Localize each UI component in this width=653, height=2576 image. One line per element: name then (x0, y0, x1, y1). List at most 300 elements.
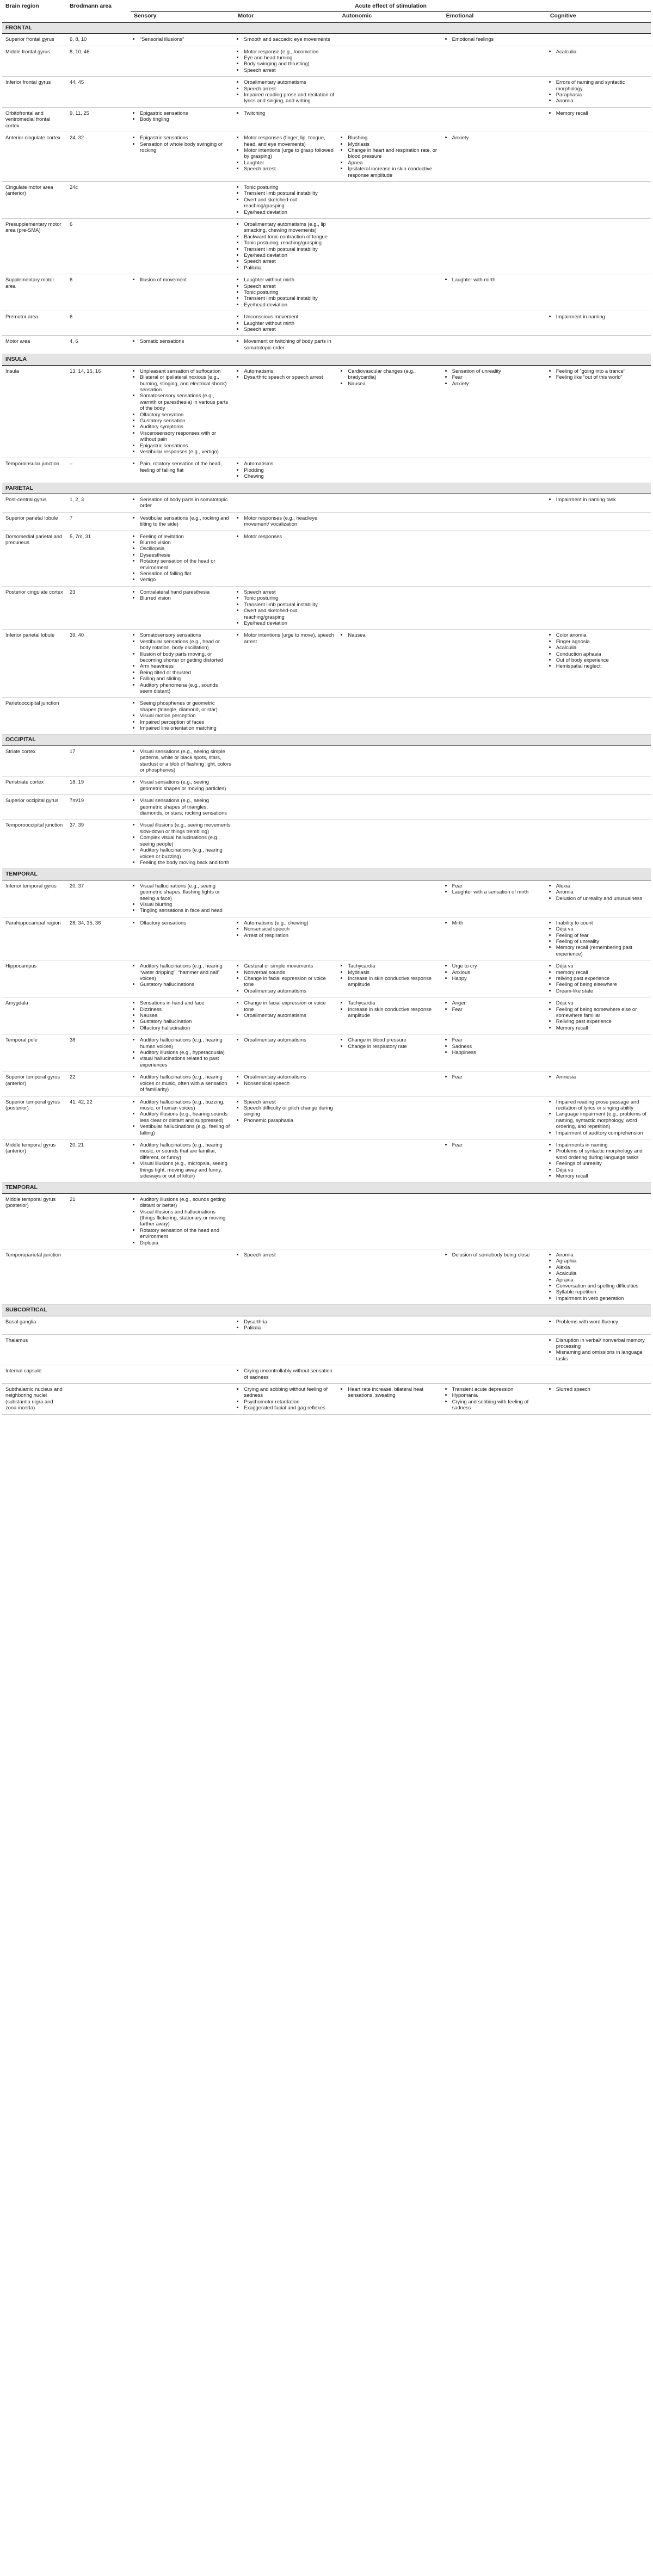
table-row (2, 586, 651, 629)
effect-item: • Diplopia (140, 1240, 231, 1246)
emotional-cell (443, 777, 547, 795)
cognitive-cell (547, 274, 651, 311)
brodmann-area-cell: 23 (66, 586, 131, 629)
effect-item: • Memory recall (556, 1025, 648, 1031)
sensory-effects-list (134, 1142, 231, 1179)
motor-cell (235, 311, 338, 336)
effect-item: • Palilalia (244, 264, 335, 270)
table-row (2, 997, 651, 1034)
effect-item: • Body tingling (140, 116, 231, 122)
effect-item: • Mydriasis (348, 969, 439, 975)
brain-region-cell: Parietooccipital junction (2, 698, 66, 735)
emotional-cell (443, 586, 547, 629)
sensory-effects-list (134, 632, 231, 694)
effect-item: • Impairments in naming (556, 1142, 648, 1148)
sensory-cell (131, 77, 235, 108)
autonomic-cell (338, 181, 442, 218)
table-row (2, 218, 651, 274)
brodmann-area-cell: 24, 32 (66, 132, 131, 182)
effect-item: • Bilateral or ipsilateral noxious (e.g., burning, stinging, and electrical shock) sensation (140, 374, 231, 392)
cognitive-cell (547, 1383, 651, 1414)
autonomic-cell (338, 1316, 442, 1334)
effect-item: • Auditory illusions (e.g., sounds getting distant or better) (140, 1196, 231, 1209)
cognitive-effects-list (550, 1000, 648, 1031)
motor-effects-list (238, 221, 335, 270)
effect-item: • Transient limb postural instability (244, 190, 335, 196)
effect-item: • Fear (452, 1074, 544, 1080)
cognitive-effects-list (550, 883, 648, 901)
effect-item: • Smooth and saccadic eye movements (244, 36, 335, 42)
table-row (2, 458, 651, 483)
effect-item: • Emotional feelings (452, 36, 544, 42)
brodmann-area-cell (66, 1365, 131, 1384)
sensory-cell (131, 1334, 235, 1365)
effect-item: • Motor responses (finger, lip, tongue, head, and eye movements) (244, 134, 335, 147)
effect-item: • Nonsensical speech (244, 926, 335, 932)
motor-effects-list (238, 1252, 335, 1258)
sensory-cell (131, 586, 235, 629)
motor-cell (235, 132, 338, 182)
section-title: SUBCORTICAL (2, 1305, 651, 1316)
motor-cell (235, 1071, 338, 1096)
cognitive-cell (547, 512, 651, 531)
effect-item: • Sensation of unreality (452, 368, 544, 374)
autonomic-effects-list (342, 134, 439, 178)
effect-item: • Visual sensations (e.g., seeing geometric shapes or moving particles) (140, 779, 231, 791)
sensory-cell (131, 1249, 235, 1305)
brodmann-area-cell (66, 1249, 131, 1305)
brain-region-cell: Middle temporal gyrus (posterior) (2, 1193, 66, 1249)
effect-item: • Speech arrest (244, 1252, 335, 1258)
sensory-cell (131, 1071, 235, 1096)
section-title: INSULA (2, 354, 651, 365)
sensory-effects-list (134, 589, 231, 601)
motor-cell (235, 34, 338, 46)
brodmann-area-cell (66, 997, 131, 1034)
brodmann-area-cell: 6, 8, 10 (66, 34, 131, 46)
effect-item: • Feeling of being somewhere else or somewhere familiar (556, 1006, 648, 1019)
brodmann-area-cell: 37, 39 (66, 819, 131, 869)
emotional-cell (443, 1249, 547, 1305)
effect-item: • Happiness (452, 1049, 544, 1055)
autonomic-cell (338, 745, 442, 777)
effect-item: • Visual sensations (e.g., seeing geometric shapes of triangles, diamonds, or stars; rocking sensations (140, 797, 231, 816)
effect-item: • Visual hallucinations (e.g., seeing geometric shapes, flashing lights or seeing a face) (140, 883, 231, 901)
emotional-cell (443, 181, 547, 218)
effect-item: • memory recall (556, 969, 648, 975)
autonomic-cell (338, 1365, 442, 1384)
effect-item: • Mydriasis (348, 141, 439, 147)
autonomic-effects-list (342, 1386, 439, 1398)
section-header-row (2, 869, 651, 880)
effect-item: • Transient limb postural instability (244, 601, 335, 607)
sensory-cell (131, 917, 235, 960)
emotional-cell (443, 997, 547, 1034)
cognitive-cell (547, 494, 651, 513)
effect-item: • Visual sensations (e.g., seeing simple patterns, white or black spots, stars, stardust or a blob of flashing light, colors or phosphenes) (140, 748, 231, 773)
autonomic-cell (338, 46, 442, 77)
sensory-effects-list (134, 496, 231, 509)
effect-item: • Vestibular sensations (e.g., rocking and tilting to the side) (140, 515, 231, 527)
brain-region-cell: Cingulate motor area (anterior) (2, 181, 66, 218)
motor-effects-list (238, 134, 335, 171)
sensory-effects-list (134, 779, 231, 791)
brain-region-cell: Inferior frontal gyrus (2, 77, 66, 108)
motor-effects-list (238, 1386, 335, 1411)
table-row (2, 494, 651, 513)
effect-item: • Speech arrest (244, 326, 335, 332)
motor-cell (235, 1249, 338, 1305)
autonomic-cell (338, 917, 442, 960)
effect-item: • Speech arrest (244, 165, 335, 171)
effect-item: • Sensation of body parts in somatotopic order (140, 496, 231, 509)
emotional-effects-list (446, 134, 544, 140)
effect-item: • Problems with word fluency (556, 1318, 648, 1324)
effect-item: • Slurred speech (556, 1386, 648, 1392)
effect-item: • Crying and sobbing with feeling of sadness (452, 1398, 544, 1411)
effect-item: • Eye/head deviation (244, 620, 335, 626)
cognitive-cell (547, 458, 651, 483)
effect-item: • Alexia (556, 883, 648, 889)
effect-item: • Tonic posturing (244, 289, 335, 295)
effect-item: • Anxiety (452, 380, 544, 386)
brodmann-area-cell: 7m/19 (66, 795, 131, 819)
sensory-cell (131, 1316, 235, 1334)
effect-item: • Vestibular responses (e.g., vertigo) (140, 448, 231, 454)
emotional-cell (443, 698, 547, 735)
autonomic-cell (338, 880, 442, 917)
cognitive-cell (547, 698, 651, 735)
effect-item: • Oroalimentary automatisms (244, 79, 335, 85)
effect-item: • Blurred vision (140, 539, 231, 545)
effect-item: • Vestibular sensations (e.g., head or body rotation, body oscillation) (140, 638, 231, 651)
effect-item: • Errors of naming and syntactic morphology (556, 79, 648, 91)
effect-item: • Laughter (244, 159, 335, 165)
emotional-effects-list (446, 883, 544, 895)
table-row (2, 181, 651, 218)
autonomic-effects-list (342, 1037, 439, 1049)
cognitive-cell (547, 745, 651, 777)
brodmann-area-cell: 1, 2, 3 (66, 494, 131, 513)
motor-effects-list (238, 1074, 335, 1086)
autonomic-cell (338, 1193, 442, 1249)
table-row (2, 1365, 651, 1384)
table-row (2, 311, 651, 336)
autonomic-cell (338, 586, 442, 629)
effect-item: • Impairment in naming (556, 313, 648, 319)
effect-item: • Tingling sensations in face and head (140, 907, 231, 913)
effect-item: • Happy (452, 975, 544, 981)
sensory-cell (131, 1193, 235, 1249)
effect-item: • Impairment in naming task (556, 496, 648, 502)
sensory-effects-list (134, 920, 231, 926)
effect-item: • Olfactory hallucination (140, 1025, 231, 1031)
emotional-effects-list (446, 1386, 544, 1411)
brodmann-area-cell: 5, 7m, 31 (66, 531, 131, 586)
effect-item: • Automatisms (244, 368, 335, 374)
sensory-effects-list (134, 700, 231, 731)
brain-region-cell: Premotor area (2, 311, 66, 336)
effect-item: • Chewing (244, 473, 335, 479)
brain-region-cell: Superior frontal gyrus (2, 34, 66, 46)
table-row (2, 1096, 651, 1139)
effect-item: • Mirth (452, 920, 544, 926)
autonomic-cell (338, 698, 442, 735)
effect-item: • Dizziness (140, 1006, 231, 1012)
header-cognitive: Cognitive (547, 12, 651, 22)
effect-item: • Reliving past experience (556, 1018, 648, 1024)
effect-item: • Déjà vu (556, 1000, 648, 1006)
effect-item: • Speech arrest (244, 1099, 335, 1105)
table-row (2, 34, 651, 46)
sensory-cell (131, 745, 235, 777)
motor-cell (235, 1383, 338, 1414)
brain-region-cell: Temporooccipital junction (2, 819, 66, 869)
effect-item: • Laughter with mirth (452, 276, 544, 282)
effect-item: • Anomia (556, 1252, 648, 1258)
effect-item: • Palilalia (244, 1324, 335, 1330)
brain-region-cell: Supplementary motor area (2, 274, 66, 311)
section-header-row (2, 483, 651, 494)
effect-item: • Motor response (e.g., locomotion (244, 48, 335, 54)
effect-item: • Rotatory sensation of the head or environment (140, 558, 231, 570)
effect-item: • Plodding (244, 467, 335, 473)
autonomic-cell (338, 132, 442, 182)
emotional-cell (443, 365, 547, 458)
sensory-effects-list (134, 368, 231, 455)
brain-region-cell: Thalamus (2, 1334, 66, 1365)
effect-item: • Gestural or simple movements (244, 963, 335, 969)
brain-region-cell: Posterior cingulate cortex (2, 586, 66, 629)
motor-effects-list (238, 276, 335, 307)
autonomic-cell (338, 1096, 442, 1139)
effect-item: • Vertigo (140, 576, 231, 582)
emotional-cell (443, 458, 547, 483)
effect-item: • Tonic posturing, reaching/grasping (244, 239, 335, 245)
brodmann-area-cell: 7 (66, 512, 131, 531)
effect-item: • Change in facial expression or voice tone (244, 975, 335, 988)
emotional-cell (443, 512, 547, 531)
effect-item: • Anxiety (452, 134, 544, 140)
sensory-effects-list (134, 533, 231, 583)
motor-effects-list (238, 110, 335, 116)
brain-region-cell: Inferior temporal gyrus (2, 880, 66, 917)
cognitive-effects-list (550, 496, 648, 502)
cognitive-cell (547, 1334, 651, 1365)
effect-item: • Gustatory hallucination (140, 1018, 231, 1024)
effect-item: • Somatosensory sensations (e.g., warmth or paresthesia) in various parts of the body (140, 392, 231, 411)
autonomic-cell (338, 512, 442, 531)
motor-effects-list (238, 368, 335, 380)
motor-cell (235, 698, 338, 735)
brain-region-cell: Middle frontal gyrus (2, 46, 66, 77)
effect-item: • Tonic posturing (244, 184, 335, 190)
sensory-cell (131, 494, 235, 513)
sensory-effects-list (134, 1037, 231, 1068)
motor-cell (235, 46, 338, 77)
sensory-effects-list (134, 1196, 231, 1246)
motor-effects-list (238, 589, 335, 626)
cognitive-cell (547, 1365, 651, 1384)
section-header-row (2, 354, 651, 365)
effect-item: • Feeling like “out of this world” (556, 374, 648, 380)
table-row (2, 531, 651, 586)
emotional-cell (443, 218, 547, 274)
effect-item: • Exaggerated facial and gag reflexes (244, 1404, 335, 1410)
brain-region-cell: Post-central gyrus (2, 494, 66, 513)
effect-item: • Auditory hallucinations (e.g., hearing voices or buzzing) (140, 847, 231, 859)
effect-item: • Somatosensory sensations (140, 632, 231, 638)
brodmann-area-cell: 13, 14, 15, 16 (66, 365, 131, 458)
effect-item: • Tonic posturing (244, 595, 335, 601)
section-header-row (2, 1305, 651, 1316)
effect-item: • Rotatory sensation of the head and environment (140, 1227, 231, 1240)
effect-item: • Feeling the body moving back and forth (140, 859, 231, 865)
effect-item: • Impaired reading prose and recitation of lyrics and singing, and writing (244, 91, 335, 104)
motor-effects-list (238, 1099, 335, 1124)
sensory-cell (131, 107, 235, 132)
effect-item: • Nausea (348, 380, 439, 386)
autonomic-cell (338, 997, 442, 1034)
cognitive-cell (547, 795, 651, 819)
brain-region-cell: Amygdala (2, 997, 66, 1034)
effect-item: • Speech arrest (244, 67, 335, 73)
effect-item: • Feelings of unreality (556, 1160, 648, 1166)
effect-item: • Fear (452, 374, 544, 380)
effect-item: • visual hallucinations related to past experiences (140, 1055, 231, 1068)
effect-item: • Auditory illusions (e.g., hearing sounds less clear or distant and suppressed) (140, 1111, 231, 1123)
effect-item: • Transient limb postural instability (244, 295, 335, 301)
autonomic-cell (338, 1139, 442, 1182)
autonomic-effects-list (342, 632, 439, 638)
motor-effects-list (238, 1367, 335, 1380)
sensory-cell (131, 819, 235, 869)
emotional-cell (443, 1193, 547, 1249)
effect-item: • Fear (452, 1142, 544, 1148)
motor-effects-list (238, 1318, 335, 1331)
autonomic-cell (338, 218, 442, 274)
table-row (2, 77, 651, 108)
cognitive-cell (547, 586, 651, 629)
brodmann-area-cell (66, 698, 131, 735)
effect-item: • Dysarthric speech or speech arrest (244, 374, 335, 380)
effect-item: • Epigastric sensations (140, 134, 231, 140)
cognitive-cell (547, 819, 651, 869)
effect-item: • Oroalimentary automatisms (e.g., lip smacking, chewing movements) (244, 221, 335, 233)
brain-region-cell: Temporal pole (2, 1034, 66, 1071)
emotional-cell (443, 819, 547, 869)
table-body (2, 22, 651, 1414)
effect-item: • Seeing phosphenes or geometric shapes (triangle, diamond, or star) (140, 700, 231, 712)
table-row (2, 880, 651, 917)
brodmann-area-cell: 44, 45 (66, 77, 131, 108)
effect-item: • Unconscious movement (244, 313, 335, 319)
sensory-cell (131, 698, 235, 735)
effect-item: • Motor intentions (urge to grasp followed by grasping) (244, 147, 335, 159)
sensory-effects-list (134, 515, 231, 527)
effect-item: • Laughter with a sensation of mirth (452, 889, 544, 895)
brodmann-area-cell: 18, 19 (66, 777, 131, 795)
motor-cell (235, 494, 338, 513)
effect-item: • Auditory hallucinations (e.g., buzzing, music, or human voices) (140, 1099, 231, 1111)
emotional-effects-list (446, 1252, 544, 1258)
sensory-effects-list (134, 134, 231, 153)
effect-item: • Phonemic paraphasia (244, 1117, 335, 1123)
motor-effects-list (238, 460, 335, 479)
table-row (2, 1383, 651, 1414)
motor-effects-list (238, 1037, 335, 1043)
brain-region-cell: Insula (2, 365, 66, 458)
section-header-row (2, 22, 651, 33)
header-brain-region: Brain region (5, 3, 39, 9)
motor-cell (235, 1334, 338, 1365)
emotional-effects-list (446, 1037, 544, 1055)
motor-cell (235, 1365, 338, 1384)
effect-item: • reliving past experience (556, 975, 648, 981)
effect-item: • Anomia (556, 889, 648, 895)
emotional-cell (443, 1365, 547, 1384)
autonomic-cell (338, 777, 442, 795)
motor-effects-list (238, 79, 335, 104)
effect-item: • Gustatory hallucinations (140, 981, 231, 987)
effect-item: • Epigastric sensations (140, 442, 231, 448)
autonomic-cell (338, 1071, 442, 1096)
autonomic-cell (338, 1334, 442, 1365)
cognitive-effects-list (550, 1099, 648, 1136)
effect-item: • Visual motion perception (140, 712, 231, 718)
effect-item: • Visual illusions (e.g., seeing movements slow-down or things trembling) (140, 822, 231, 834)
effect-item: • Hypomania (452, 1392, 544, 1398)
effect-item: • Change in facial expression or voice tone (244, 1000, 335, 1012)
cognitive-cell (547, 107, 651, 132)
emotional-cell (443, 795, 547, 819)
effect-item: • Auditory phenomena (e.g., sounds seem distant) (140, 682, 231, 694)
emotional-cell (443, 77, 547, 108)
effect-item: • Ipsilateral increase in skin conductive response amplitude (348, 165, 439, 178)
motor-effects-list (238, 515, 335, 527)
cognitive-cell (547, 1193, 651, 1249)
effect-item: • Paraphasia (556, 91, 648, 97)
cognitive-effects-list (550, 1386, 648, 1392)
motor-effects-list (238, 338, 335, 350)
brodmann-area-cell: 20, 21 (66, 1139, 131, 1182)
emotional-effects-list (446, 1000, 544, 1012)
cognitive-cell (547, 960, 651, 997)
effect-item: • Acalculia (556, 48, 648, 54)
autonomic-effects-list (342, 1000, 439, 1018)
motor-effects-list (238, 313, 335, 332)
emotional-cell (443, 311, 547, 336)
sensory-effects-list (134, 1099, 231, 1136)
effect-item: • Psychomotor retardation (244, 1398, 335, 1404)
table-row (2, 1334, 651, 1365)
effect-item: • Color anomia (556, 632, 648, 638)
brodmann-area-cell: 38 (66, 1034, 131, 1071)
emotional-cell (443, 274, 547, 311)
effect-item: • Auditory hallucinations (e.g., hearing “water dripping”, “hammer and nail” voices) (140, 963, 231, 981)
sensory-cell (131, 311, 235, 336)
effect-item: • Feeling of being elsewhere (556, 981, 648, 987)
effect-item: • Transient acute depression (452, 1386, 544, 1392)
effect-item: • Impaired perception of faces (140, 719, 231, 725)
brain-region-cell: Superior temporal gyrus (posterior) (2, 1096, 66, 1139)
sensory-cell (131, 795, 235, 819)
cognitive-cell (547, 1249, 651, 1305)
effect-item: • Gustatory sensation (140, 417, 231, 423)
brain-region-cell: Presupplementary motor area (pre-SMA) (2, 218, 66, 274)
cognitive-cell (547, 34, 651, 46)
effect-item: • Nausea (140, 1012, 231, 1018)
